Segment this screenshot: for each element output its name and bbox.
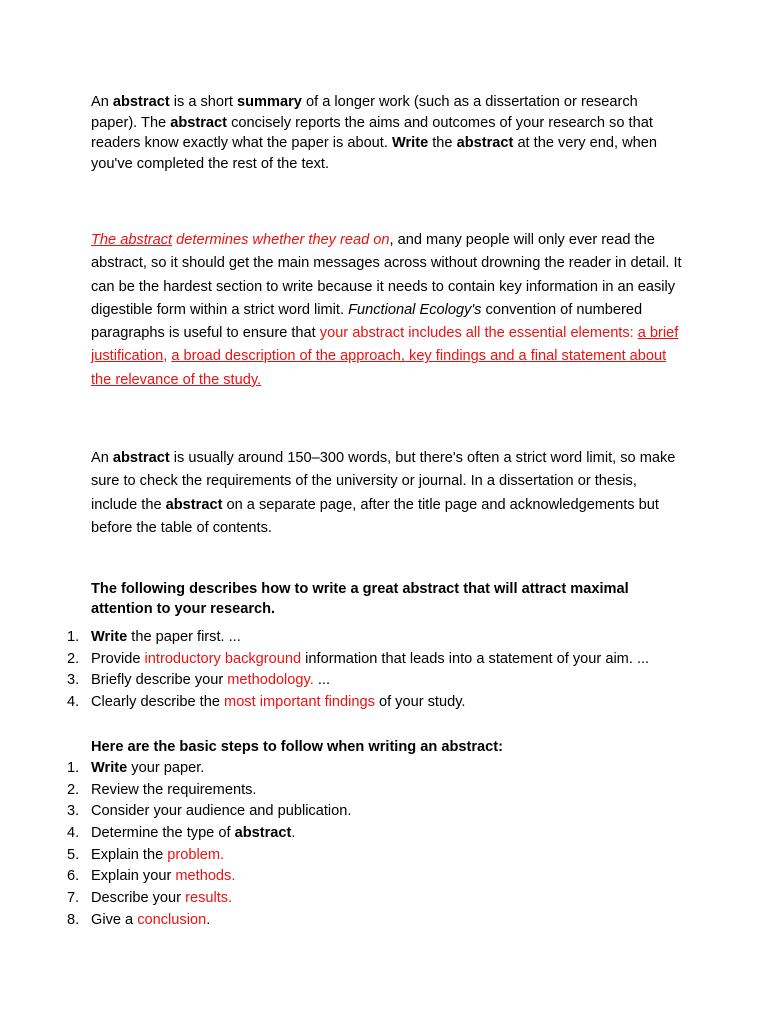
list-number: 7.	[67, 890, 80, 907]
heading-basic-steps: Here are the basic steps to follow when writing an abstract:	[91, 739, 503, 755]
text-span: your paper.	[127, 760, 205, 776]
text-span: information that leads into a statement of your aim. ...	[301, 650, 650, 667]
heading-great-abstract: The following describes how to write a great abstract that will attract maximal attention to your research.	[91, 581, 629, 617]
list-item	[0, 866, 700, 888]
list-item	[0, 670, 700, 692]
text-span: ...	[313, 672, 331, 689]
text-span: of your study.	[374, 694, 466, 711]
highlight-text: most important findings	[224, 694, 375, 711]
text-span: Consider your audience and publication.	[91, 803, 352, 820]
list-item	[0, 888, 700, 910]
list-number: 5.	[67, 846, 80, 863]
paragraph-abstract-length	[91, 447, 683, 540]
text-span: Describe your	[91, 890, 186, 907]
bold-term: summary	[237, 94, 302, 110]
bold-term: abstract	[165, 496, 223, 513]
list-number: 2.	[67, 781, 80, 798]
text-span: Review the requirements.	[91, 781, 257, 798]
list-item	[0, 845, 700, 867]
list-number: 4.	[67, 825, 80, 842]
list-number: 2.	[67, 650, 80, 667]
text-span: the	[428, 135, 457, 151]
highlight-italic: determines whether they read on	[172, 232, 390, 248]
text-span: An	[91, 450, 113, 466]
list-item	[0, 649, 700, 671]
list-number: 4.	[67, 694, 80, 711]
text-span: Explain the	[91, 846, 168, 863]
text-span: is usually around 150–300 words, but there's often a strict word limit, so make sure to check the requirements of the university or journal. In a dissertation or thesis, include the	[91, 450, 676, 513]
text-span: convention of numbered paragraphs is useful to ensure that	[91, 301, 643, 342]
highlight-underlined: a broad description of the approach, key findings and a final statement about the relevance of the study.	[91, 348, 667, 388]
text-span: An	[91, 94, 113, 110]
list-great-abstract-steps	[0, 627, 700, 714]
list-item	[0, 627, 700, 649]
list-item	[0, 823, 700, 845]
text-span: Determine the type of	[91, 825, 235, 842]
list-number: 8.	[67, 911, 80, 928]
bold-term: abstract	[456, 135, 514, 151]
text-span: the paper first. ...	[127, 629, 241, 645]
list-basic-steps	[0, 758, 700, 932]
highlight-text: introductory background	[144, 650, 302, 667]
highlight-text: methods.	[175, 868, 236, 885]
text-span: Provide	[91, 650, 145, 667]
text-span: , and many people will only ever read the abstract, so it should get the main messages across without drowning the reader in detail. It can be the hardest section to write because it needs to contain key information in an easily digestible form within a strict word limit.	[91, 232, 682, 318]
list-item	[0, 692, 700, 714]
list-item	[0, 801, 700, 823]
paragraph-abstract-definition	[91, 92, 683, 174]
paragraph-abstract-importance	[91, 229, 683, 392]
list-number: 3.	[67, 803, 80, 820]
text-span: Explain your	[91, 868, 176, 885]
bold-term: Write	[91, 629, 128, 645]
highlight-underlined: a brief justification	[91, 325, 679, 365]
list-number: 3.	[67, 672, 80, 689]
highlight-underlined: The abstract	[91, 232, 173, 248]
list-item	[0, 910, 700, 932]
highlight-text: methodology.	[227, 672, 314, 689]
list-number: 1.	[67, 760, 80, 776]
bold-term: abstract	[112, 94, 170, 110]
bold-term: Write	[391, 135, 429, 151]
list-number: 6.	[67, 868, 80, 885]
text-span: is a short	[169, 94, 238, 110]
highlight-text: ,	[163, 348, 172, 365]
text-span: at the very end, when you've completed the rest of the text.	[91, 135, 657, 172]
highlight-text: your abstract includes all the essential elements:	[319, 325, 638, 342]
bold-term: abstract	[234, 825, 292, 842]
bold-term: abstract	[112, 450, 170, 466]
text-span: of a longer work (such as a dissertation or research paper). The	[91, 94, 638, 131]
bold-term: abstract	[170, 114, 228, 131]
text-span: .	[291, 825, 296, 842]
text-span: Briefly describe your	[91, 672, 228, 689]
text-span: Give a	[91, 911, 138, 928]
text-span: concisely reports the aims and outcomes of your research so that readers know exactly what the paper is about.	[91, 114, 653, 151]
italic-term: Functional Ecology's	[348, 301, 482, 318]
highlight-text: results.	[185, 890, 233, 907]
list-item	[0, 780, 700, 802]
text-span: Clearly describe the	[91, 694, 225, 711]
list-number: 1.	[67, 629, 80, 645]
highlight-text: conclusion	[137, 911, 207, 928]
bold-term: Write	[91, 760, 128, 776]
list-item	[0, 758, 700, 780]
text-span: on a separate page, after the title page and acknowledgements but before the table of contents.	[91, 496, 659, 536]
text-span: .	[206, 911, 211, 928]
highlight-text: problem.	[167, 846, 225, 863]
